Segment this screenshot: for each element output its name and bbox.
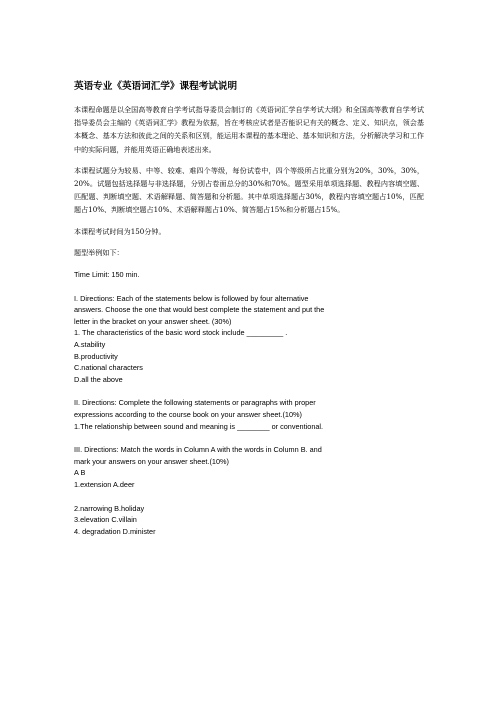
document-title: 英语专业《英语词汇学》课程考试说明 <box>74 81 238 92</box>
section-1-line: I. Directions: Each of the statements below is followed by four alternative <box>74 293 309 303</box>
match-item: 3.elevation C.villain <box>74 515 137 525</box>
section-3-line: mark your answers on your answer sheet.(10%) <box>74 456 229 466</box>
option-a: A.stability <box>74 340 106 349</box>
section-3 <box>74 444 424 537</box>
option-d: D.all the above <box>74 374 123 384</box>
examples-heading: 题型举例如下： <box>74 247 124 257</box>
section-1-line: letter in the bracket on your answer sheet. (30%) <box>74 316 232 326</box>
option-b: B.productivity <box>74 351 118 361</box>
time-limit: Time Limit: 150 min. <box>74 270 140 280</box>
section-2-line: II. Directions: Complete the following statements or paragraphs with proper <box>74 398 316 408</box>
question-1: 1. The characteristics of the basic word stock include _________ . <box>74 328 288 338</box>
section-2-line: expressions according to the course book on your answer sheet.(10%) <box>74 409 302 419</box>
exam-time-paragraph: 本课程考试时间为150分钟。 <box>74 226 166 236</box>
match-item: 4. degradation D.minister <box>74 526 156 536</box>
intro-paragraph: 本课程命题是以全国高等教育自学考试指导委员会制订的《英语词汇学自学考试大纲》和全国高等教育自学考试指导委员会主编的《英语词汇学》教程为依据，旨在考核应试者是否能识记有关的概念、定义、知识点，领会基本概念、基本方法和彼此之间的关系和区别，能运用本课程的基本理论、基本知识和方法，分析解决学习和工作中的实际问题，并能用英语正确地表述出来。 <box>74 105 424 154</box>
option-c: C.national characters <box>74 363 143 373</box>
match-item: 2.narrowing B.holiday <box>74 503 145 513</box>
section-1-line: answers. Choose the one that would best complete the statement and put the <box>74 305 325 315</box>
section-1 <box>74 293 424 386</box>
section-3-line: III. Directions: Match the words in Column A with the words in Column B. and <box>74 445 322 455</box>
column-header: A B <box>74 468 86 478</box>
match-item: 1.extension A.deer <box>74 479 135 489</box>
section-2 <box>74 397 424 432</box>
difficulty-paragraph: 本课程试题分为较易、中等、较难、难四个等级，每份试卷中，四个等级所占比重分别为20%，30%，30%，20%。试题包括选择题与非选择题，分别占卷面总分的30%和70%。题型采用单项选择题、教程内容填空题、匹配题、判断填空题、术语解释题、简答题和分析题。其中单项选择题占30%，教程内容填空题占10%，匹配题占10%、判断填空题占10%、术语解释题占10%、简答题占15%和分析题占15%。 <box>74 165 424 215</box>
section-2-question: 1.The relationship between sound and meaning is ________ or conventional. <box>74 421 324 431</box>
document-body <box>74 80 424 537</box>
